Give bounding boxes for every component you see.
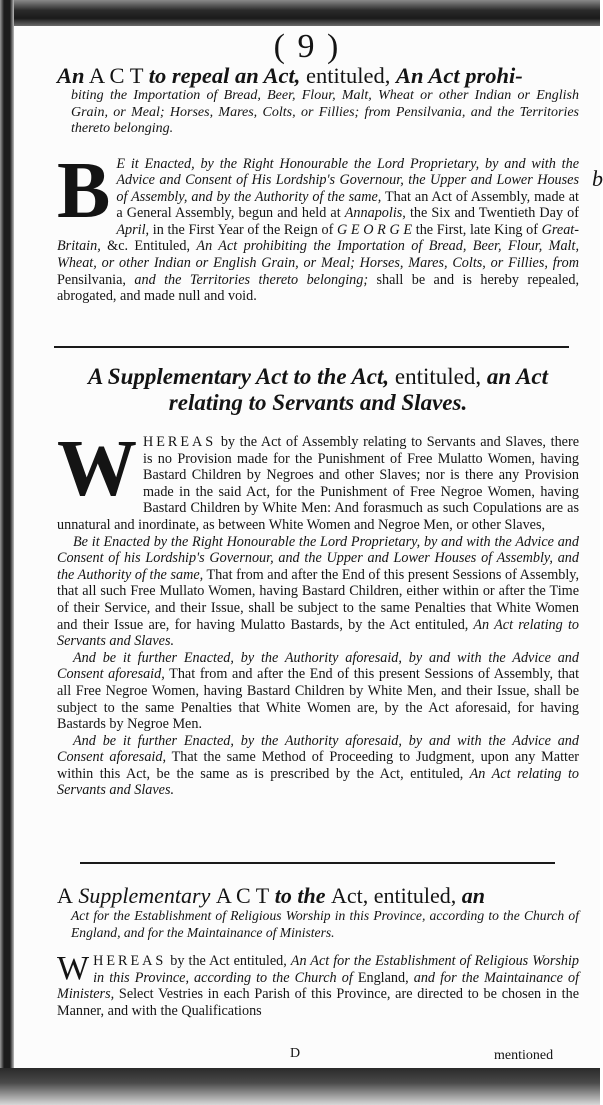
preamble-text: Select Vestries in each Parish of this Province, are directed to be chosen in the Manner, and with the Qualifications xyxy=(57,986,579,1019)
act-repeal-body xyxy=(57,146,579,305)
cited-act-tail: and the Territories thereto belonging; xyxy=(134,271,369,288)
clause-text: That from and after the End of this present Sessions of Assembly, that all Free Negroe Women, having Bastard Children by White Men, and their Issue, shall be subject to the same Penalties that White Women are, by the Act aforesaid, for having Bastards by Negroe Men. xyxy=(57,666,580,733)
act-servants-clause-3 xyxy=(57,733,579,799)
clause-text: That the same Method of Proceeding to Judgment, upon any Matter within this Act, be the same as is prescribed by the Act, entituled, xyxy=(57,749,579,782)
body-text: Pensilvania, xyxy=(57,271,135,288)
act-worship-subtitle xyxy=(57,908,579,941)
margin-mark: b xyxy=(592,166,603,191)
clause-text: That from and after the End of this present Sessions of Assembly, that all such Free Mullato Women, having Bastard Children, either within or after the Time of their Service, and their Issue, shall be subject to the same Penalties that White Women and their Issue are, for having Mulatto Bastards, by the Act entituled, xyxy=(57,566,579,633)
body-text: in the First Year of the Reign of xyxy=(149,221,337,238)
act-worship-section xyxy=(57,884,579,1019)
cited-act: An Act relating to Servants and Slaves. xyxy=(57,616,579,650)
cited-act: An Act prohibiting the Importation of Bread, Beer, Flour, Malt, Wheat, or other Indian or English Grain, or Meal; Horses, Mares, Colts, or Fillies, from xyxy=(57,238,579,272)
preamble-text: by the Act entituled, xyxy=(166,953,291,969)
title-part: an Act xyxy=(486,364,549,389)
act-servants-clause-1 xyxy=(57,534,579,650)
title-rest: to repeal an Act, xyxy=(148,63,301,88)
body-text: the Six and Twentieth Day of xyxy=(405,205,579,222)
title-entituled: entituled, xyxy=(300,63,397,88)
king-name: G E O R G E xyxy=(336,221,413,238)
dropcap-b: B xyxy=(57,146,111,235)
body-text: That an Act of Assembly, made at a General Assembly, begun and held at xyxy=(116,188,579,222)
act-repeal-section xyxy=(57,64,579,305)
country-name: Great-Britain, xyxy=(57,221,579,255)
title-line2: relating to Servants and Slaves. xyxy=(168,390,468,415)
body-text: shall be and is hereby repealed, abrogated, and made null and void. xyxy=(57,271,579,305)
title-part: A C T xyxy=(215,883,270,908)
page-left-border xyxy=(0,0,14,1105)
title-part: Supplementary xyxy=(72,883,216,908)
page-number: ( 9 ) xyxy=(273,28,341,65)
act-worship-title xyxy=(57,884,579,908)
dropcap-w: W xyxy=(57,425,137,513)
title-act: A C T xyxy=(88,63,144,88)
cited-act: An Act for the Establishment of Religious Worship in this Province, according to the Church of xyxy=(93,953,579,986)
act-servants-section xyxy=(57,364,579,799)
whereas-caps: HEREAS xyxy=(93,953,167,969)
enacting-clause: Be it Enacted by the Right Honourable the Lord Proprietary, by and with the Advice and Consent of his Lordship's Governour, and the Upper and Lower Houses of Assembly, and the Authority of the same, xyxy=(57,533,579,583)
dropcap-w: W xyxy=(57,950,90,987)
whereas-caps: HEREAS xyxy=(143,434,217,450)
section-divider xyxy=(54,346,569,348)
enacting-clause: And be it further Enacted, by the Authority aforesaid, by and with the Advice and Consent aforesaid, xyxy=(57,732,579,766)
act-servants-preamble xyxy=(57,425,579,534)
act-worship-preamble xyxy=(57,950,580,1019)
month-name: April, xyxy=(116,221,150,238)
title-tail: An Act prohi- xyxy=(396,63,523,88)
cited-act: and for the Maintainance of Ministers, xyxy=(57,969,580,1003)
cited-act: An Act relating to Servants and Slaves. xyxy=(57,765,579,799)
preamble-text: England, xyxy=(352,969,414,986)
title-part: A Supplementary Act to the Act, xyxy=(87,364,390,389)
title-part: to the xyxy=(269,883,331,908)
title-part: A xyxy=(57,883,73,908)
act-repeal-title xyxy=(57,64,579,88)
title-part: Act, entituled, xyxy=(330,883,457,908)
document-page xyxy=(14,26,603,1068)
signature-mark: D xyxy=(290,1046,301,1061)
act-repeal-subtitle: biting the Importation of Bread, Beer, Flour, Malt, Wheat or other Indian or English Grain, or Meal; Horses, Mares, Colts, or Fillies; from Pensilvania, and the Territories thereto belonging. xyxy=(71,88,579,136)
page-bottom-border xyxy=(0,1068,600,1105)
body-text: &c. Entituled, xyxy=(100,238,197,255)
preamble-text: by the Act of Assembly relating to Servants and Slaves, there is no Provision made for the Punishment of Free Mulatto Women, having Bastard Children by Negroes and other Slaves; nor is there any Provision made in the said Act, for the Punishment of Free Negroe Women, having Bastard Children by White Men: And forasmuch as such Copulations are as unnatural and inordinate, as between White Women and Negroe Men, or other Slaves, xyxy=(57,434,579,533)
title-part: an xyxy=(456,883,485,908)
place-name: Annapolis, xyxy=(344,205,406,222)
section-divider xyxy=(80,862,555,864)
act-servants-clause-2 xyxy=(57,650,579,733)
enacting-clause: And be it further Enacted, by the Authority aforesaid, by and with the Advice and Consent aforesaid, xyxy=(57,649,579,683)
title-lead: An xyxy=(57,63,85,88)
act-servants-title xyxy=(57,364,579,416)
title-entituled: entituled, xyxy=(389,364,487,389)
subtitle-part: Act for the Establishment of Religious Worship in this Province, according to the Church of England, xyxy=(71,908,579,940)
body-text: the First, late King of xyxy=(412,221,542,238)
catchword: mentioned xyxy=(494,1048,554,1063)
page-top-border xyxy=(0,0,600,26)
enacting-clause: E it Enacted, by the Right Honourable the Lord Proprietary, by and with the Advice and Consent of His Lordship's Governour, the Upper and Lower Houses of Assembly, and by the Authority of the same, xyxy=(116,155,579,205)
subtitle-part: and for the Maintainance of Ministers. xyxy=(120,924,335,940)
